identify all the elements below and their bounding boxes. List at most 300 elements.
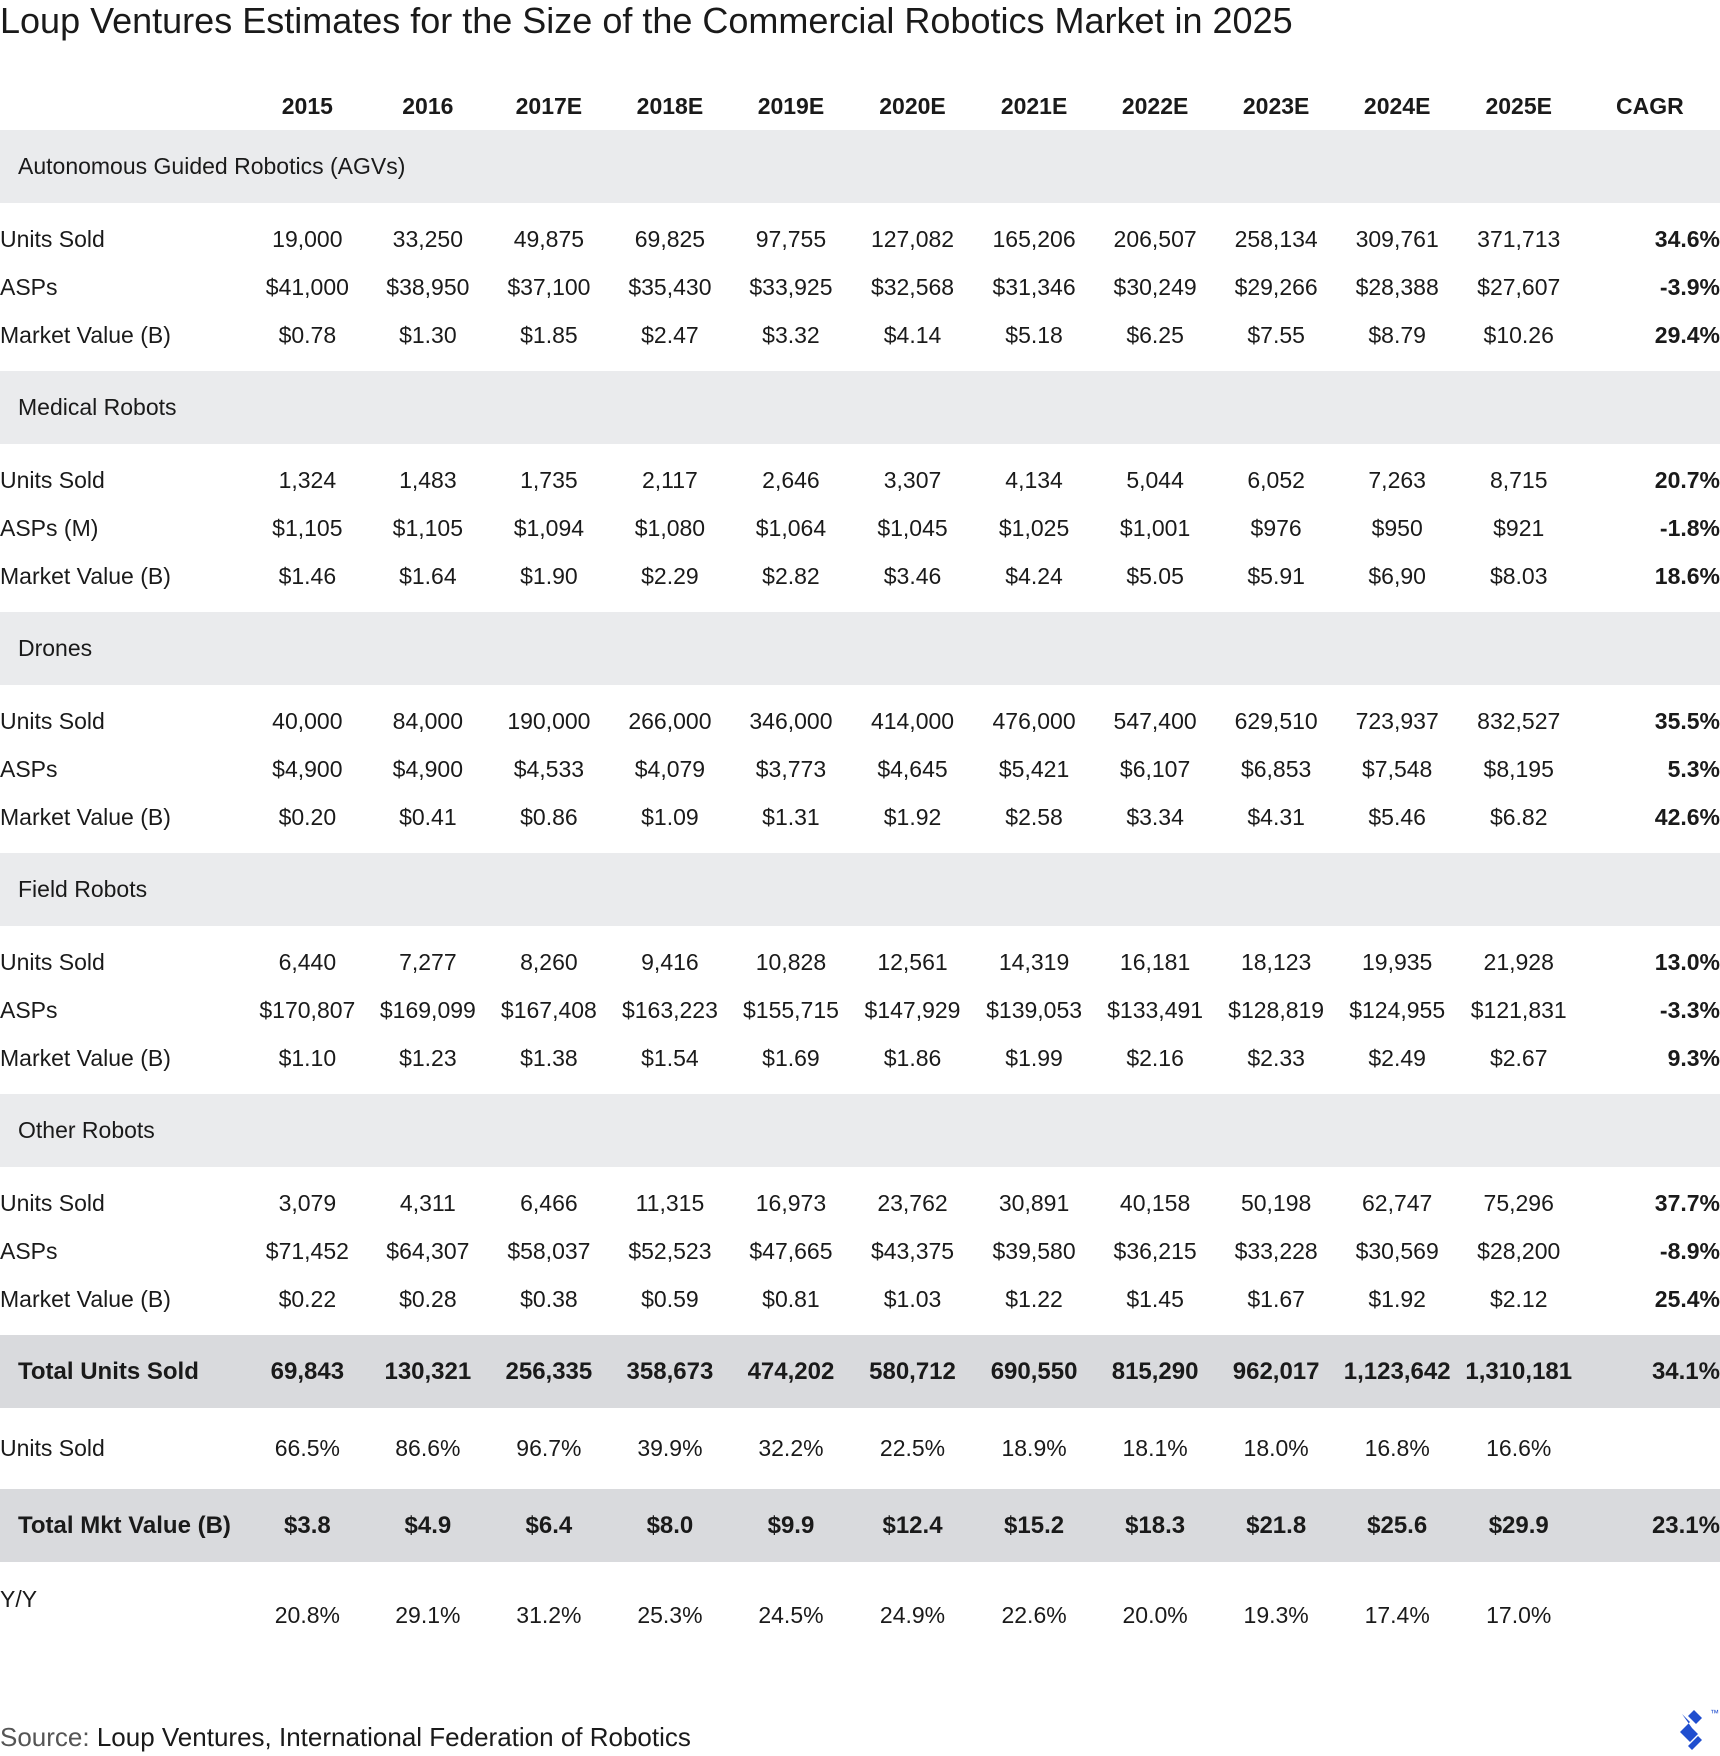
value-cell: $5,421 [998, 755, 1070, 782]
value-cell: $10.26 [1483, 321, 1554, 348]
value-cell: 16,973 [755, 1189, 827, 1216]
value-cell: 17.0% [1486, 1602, 1552, 1628]
value-cell: 266,000 [628, 707, 712, 734]
cagr-cell: -1.8% [1659, 514, 1720, 541]
value-cell: $1.90 [520, 562, 578, 589]
value-cell: 371,713 [1477, 225, 1561, 252]
cagr-cell: 35.5% [1654, 707, 1720, 734]
value-cell: $29.9 [1458, 1489, 1580, 1562]
value-cell: $39,580 [992, 1237, 1076, 1264]
value-cell: 24.9% [879, 1602, 946, 1628]
value-cell: $2.12 [1489, 1285, 1548, 1312]
value-cell: $128,819 [1228, 996, 1325, 1023]
value-cell: $32,568 [870, 273, 955, 300]
value-cell: $0.22 [278, 1285, 337, 1312]
value-cell: $47,665 [749, 1237, 833, 1264]
value-cell: $167,408 [500, 996, 597, 1023]
column-header: 2019E [757, 92, 825, 119]
value-cell: $4.24 [1005, 562, 1063, 589]
value-cell: 20.8% [274, 1602, 340, 1628]
value-cell: $0.28 [399, 1285, 457, 1312]
value-cell: $4,900 [392, 755, 464, 782]
value-cell: $1.64 [399, 562, 457, 589]
value-cell: $1.45 [1126, 1285, 1184, 1312]
value-cell: 4,134 [1005, 466, 1063, 493]
value-cell: $155,715 [742, 996, 839, 1023]
column-header: 2021E [1000, 92, 1068, 119]
table-row [0, 1489, 1720, 1562]
value-cell: 629,510 [1234, 707, 1318, 734]
value-cell: $4,900 [272, 755, 343, 782]
value-cell: $2.16 [1126, 1044, 1184, 1071]
value-cell: 3,079 [278, 1189, 337, 1216]
row-label: Units Sold [0, 707, 105, 734]
value-cell: $8,195 [1483, 755, 1554, 782]
value-cell: 832,527 [1477, 707, 1561, 734]
value-cell: $0.20 [278, 803, 337, 830]
value-cell: 12,561 [877, 948, 948, 975]
value-cell: $64,307 [386, 1237, 470, 1264]
row-label: ASPs [0, 996, 58, 1023]
column-header: 2016 [402, 92, 454, 119]
value-cell: $1,001 [1119, 514, 1191, 541]
value-cell: 309,761 [1355, 225, 1439, 252]
value-cell: $2.33 [1247, 1044, 1305, 1071]
table-row [0, 1034, 1720, 1082]
source-note [0, 1722, 691, 1753]
value-cell: $3.8 [247, 1489, 367, 1562]
value-cell: $1.31 [762, 803, 820, 830]
value-cell: 580,712 [851, 1335, 973, 1408]
value-cell: 5,044 [1126, 466, 1184, 493]
value-cell: $6.25 [1126, 321, 1184, 348]
value-cell: 2,646 [762, 466, 820, 493]
value-cell: 7,277 [399, 948, 457, 975]
value-cell: $4.9 [367, 1489, 488, 1562]
table-row [0, 215, 1720, 263]
table-row [0, 1408, 1720, 1489]
header-label-cell [0, 82, 247, 130]
table-row [0, 311, 1720, 359]
cagr-cell: -3.3% [1659, 996, 1720, 1023]
value-cell: $169,099 [379, 996, 476, 1023]
source-key: Source: [0, 1722, 90, 1752]
value-cell: 40,158 [1119, 1189, 1191, 1216]
cagr-cell: 18.6% [1654, 562, 1720, 589]
value-cell: 127,082 [870, 225, 955, 252]
value-cell: $37,100 [507, 273, 591, 300]
value-cell: $12.4 [851, 1489, 973, 1562]
table-row [0, 263, 1720, 311]
cagr-cell: 29.4% [1654, 321, 1720, 348]
cagr-cell: -8.9% [1659, 1237, 1720, 1264]
value-cell: 6,440 [278, 948, 337, 975]
value-cell: $30,249 [1113, 273, 1197, 300]
value-cell: 96.7% [516, 1435, 582, 1461]
row-label: Total Mkt Value (B) [0, 1489, 247, 1562]
value-cell: $7,548 [1361, 755, 1433, 782]
table-row [0, 1179, 1720, 1227]
cagr-cell: 9.3% [1667, 1044, 1720, 1071]
value-cell: $0.78 [278, 321, 337, 348]
value-cell: 358,673 [609, 1335, 730, 1408]
table-row [0, 1275, 1720, 1323]
toptal-logo-icon [1668, 1706, 1720, 1756]
value-cell: 6,052 [1247, 466, 1305, 493]
value-cell: 75,296 [1483, 1189, 1554, 1216]
row-label: Market Value (B) [0, 1044, 171, 1071]
spacer-cell [0, 1323, 1720, 1335]
row-label: ASPs [0, 1237, 58, 1264]
value-cell: $2.49 [1368, 1044, 1426, 1071]
row-label: ASPs [0, 755, 58, 782]
value-cell: $1.99 [1005, 1044, 1063, 1071]
value-cell: 7,263 [1368, 466, 1426, 493]
value-cell: 2,117 [641, 466, 698, 493]
value-cell: $2.58 [1005, 803, 1063, 830]
row-label: Market Value (B) [0, 321, 171, 348]
spacer-cell [0, 685, 1720, 697]
value-cell: $8.0 [609, 1489, 730, 1562]
section-title: Autonomous Guided Robotics (AGVs) [0, 130, 1720, 203]
value-cell: $31,346 [992, 273, 1076, 300]
value-cell: $52,523 [628, 1237, 712, 1264]
market-size-table [0, 82, 1720, 1669]
value-cell: $0.38 [520, 1285, 578, 1312]
value-cell: $4.31 [1247, 803, 1305, 830]
value-cell: $1.67 [1247, 1285, 1305, 1312]
column-header: 2025E [1485, 92, 1552, 119]
value-cell: 69,843 [247, 1335, 367, 1408]
section-header-row [0, 130, 1720, 203]
value-cell: $6.4 [488, 1489, 609, 1562]
source-text: Loup Ventures, International Federation of Robotics [89, 1722, 691, 1752]
value-cell: 40,000 [272, 707, 343, 734]
value-cell: $8.79 [1368, 321, 1426, 348]
cagr-cell: 34.1% [1580, 1335, 1720, 1408]
value-cell: 20.0% [1122, 1602, 1188, 1628]
cagr-cell: 25.4% [1654, 1285, 1720, 1312]
spacer-cell [0, 926, 1720, 938]
table-row [0, 504, 1720, 552]
cagr-cell: 37.7% [1654, 1189, 1720, 1216]
value-cell: $0.86 [520, 803, 578, 830]
value-cell: 165,206 [992, 225, 1076, 252]
value-cell: $1,094 [513, 514, 585, 541]
value-cell: $38,950 [386, 273, 470, 300]
value-cell: $1.86 [883, 1044, 942, 1071]
value-cell: $5.91 [1247, 562, 1305, 589]
row-label: Market Value (B) [0, 1285, 171, 1312]
value-cell: 32.2% [758, 1435, 824, 1461]
value-cell: $6,107 [1119, 755, 1191, 782]
value-cell: 6,466 [520, 1189, 578, 1216]
value-cell: 16,181 [1119, 948, 1191, 975]
value-cell: 1,310,181 [1458, 1335, 1580, 1408]
spacer-row [0, 685, 1720, 697]
section-title: Medical Robots [0, 371, 1720, 444]
value-cell: $4,079 [634, 755, 706, 782]
section-title: Drones [0, 612, 1720, 685]
value-cell: 97,755 [755, 225, 827, 252]
value-cell: 14,319 [998, 948, 1070, 975]
spacer-cell [0, 1167, 1720, 1179]
value-cell: 49,875 [513, 225, 585, 252]
value-cell: $6.82 [1489, 803, 1548, 830]
value-cell: $1.03 [883, 1285, 942, 1312]
spacer-row [0, 600, 1720, 612]
header-row [0, 82, 1720, 130]
cagr-cell: 20.7% [1654, 466, 1720, 493]
value-cell: $18.3 [1095, 1489, 1216, 1562]
value-cell: 256,335 [488, 1335, 609, 1408]
value-cell: $1.23 [399, 1044, 457, 1071]
value-cell: $1.85 [520, 321, 578, 348]
table-row [0, 1335, 1720, 1408]
value-cell: 8,260 [520, 948, 578, 975]
cagr-cell: 34.6% [1654, 225, 1720, 252]
spacer-row [0, 203, 1720, 215]
value-cell: 18.9% [1001, 1435, 1067, 1461]
cagr-cell: 23.1% [1580, 1489, 1720, 1562]
row-label: Units Sold [0, 225, 105, 252]
cagr-cell: 13.0% [1654, 948, 1720, 975]
value-cell: 1,735 [520, 466, 578, 493]
value-cell: 84,000 [392, 707, 464, 734]
column-header: 2018E [636, 92, 704, 119]
value-cell: 21,928 [1483, 948, 1554, 975]
value-cell: $33,228 [1234, 1237, 1318, 1264]
table-row [0, 456, 1720, 504]
row-label: Market Value (B) [0, 803, 171, 830]
value-cell: $0.59 [641, 1285, 699, 1312]
spacer-cell [0, 600, 1720, 612]
value-cell: $9.9 [730, 1489, 851, 1562]
value-cell: $0.41 [399, 803, 457, 830]
value-cell: 346,000 [749, 707, 833, 734]
row-label: Market Value (B) [0, 562, 171, 589]
value-cell: $33,925 [749, 273, 833, 300]
value-cell: 17.4% [1364, 1602, 1430, 1628]
value-cell: $3.32 [762, 321, 820, 348]
value-cell: $3,773 [755, 755, 827, 782]
column-header: CAGR [1616, 92, 1684, 119]
column-header: 2020E [879, 92, 946, 119]
value-cell: $2.29 [641, 562, 699, 589]
value-cell: 86.6% [395, 1435, 461, 1461]
value-cell: 962,017 [1216, 1335, 1337, 1408]
value-cell: $1.54 [641, 1044, 699, 1071]
value-cell: 1,483 [399, 466, 457, 493]
cagr-cell: 42.6% [1654, 803, 1720, 830]
value-cell: $5.05 [1126, 562, 1184, 589]
value-cell: $950 [1371, 514, 1423, 541]
spacer-row [0, 1323, 1720, 1335]
spacer-row [0, 841, 1720, 853]
column-header: 2022E [1121, 92, 1189, 119]
value-cell: $1.46 [278, 562, 337, 589]
value-cell: 130,321 [367, 1335, 488, 1408]
value-cell: $1.09 [641, 803, 699, 830]
value-cell: 547,400 [1113, 707, 1197, 734]
row-label: ASPs [0, 273, 58, 300]
empty-cagr-cell [1580, 1408, 1720, 1489]
value-cell: $0.81 [762, 1285, 820, 1312]
spacer-row [0, 444, 1720, 456]
value-cell: $35,430 [628, 273, 712, 300]
table-row [0, 1562, 1720, 1669]
value-cell: $124,955 [1349, 996, 1446, 1023]
section-header-row [0, 853, 1720, 926]
value-cell: 30,891 [998, 1189, 1070, 1216]
value-cell: $976 [1250, 514, 1302, 541]
value-cell: 24.5% [758, 1602, 824, 1628]
value-cell: $6,853 [1240, 755, 1312, 782]
value-cell: $1.92 [883, 803, 942, 830]
table-row [0, 697, 1720, 745]
value-cell: 18.1% [1122, 1435, 1188, 1461]
column-header: 2015 [281, 92, 333, 119]
value-cell: $4,533 [513, 755, 585, 782]
page-title: Loup Ventures Estimates for the Size of the Commercial Robotics Market in 2025 [0, 0, 1293, 41]
table-row [0, 1227, 1720, 1275]
value-cell: 1,324 [278, 466, 337, 493]
value-cell: 69,825 [634, 225, 706, 252]
section-title: Field Robots [0, 853, 1720, 926]
value-cell: 9,416 [641, 948, 699, 975]
value-cell: $133,491 [1107, 996, 1204, 1023]
row-label: ASPs (M) [0, 514, 99, 541]
row-label: Units Sold [0, 1435, 105, 1461]
value-cell: 190,000 [507, 707, 591, 734]
value-cell: 1,123,642 [1337, 1335, 1458, 1408]
spacer-cell [0, 841, 1720, 853]
value-cell: $170,807 [259, 996, 356, 1023]
value-cell: $27,607 [1477, 273, 1561, 300]
value-cell: $4,645 [877, 755, 948, 782]
value-cell: 50,198 [1240, 1189, 1312, 1216]
value-cell: $1,105 [272, 514, 343, 541]
value-cell: 206,507 [1113, 225, 1197, 252]
value-cell: $1.30 [399, 321, 457, 348]
column-header: 2023E [1242, 92, 1310, 119]
value-cell: $8.03 [1489, 562, 1548, 589]
value-cell: 39.9% [637, 1435, 703, 1461]
value-cell: $1.92 [1368, 1285, 1426, 1312]
value-cell: $25.6 [1337, 1489, 1458, 1562]
spacer-row [0, 1167, 1720, 1179]
value-cell: 414,000 [870, 707, 955, 734]
value-cell: 476,000 [992, 707, 1076, 734]
column-header: 2024E [1363, 92, 1431, 119]
value-cell: $3.46 [883, 562, 942, 589]
value-cell: 31.2% [516, 1602, 582, 1628]
value-cell: $5.18 [1005, 321, 1063, 348]
spacer-row [0, 359, 1720, 371]
table-row [0, 552, 1720, 600]
column-header: 2017E [515, 92, 583, 119]
value-cell: 8,715 [1489, 466, 1548, 493]
value-cell: $7.55 [1247, 321, 1305, 348]
value-cell: $1,080 [634, 514, 706, 541]
value-cell: 29.1% [395, 1602, 461, 1628]
value-cell: $2.67 [1489, 1044, 1548, 1071]
spacer-cell [0, 203, 1720, 215]
section-header-row [0, 1094, 1720, 1167]
spacer-cell [0, 359, 1720, 371]
row-label: Units Sold [0, 948, 105, 975]
row-label: Total Units Sold [0, 1335, 247, 1408]
value-cell: 19,935 [1361, 948, 1433, 975]
value-cell: $43,375 [870, 1237, 955, 1264]
row-label: Units Sold [0, 466, 105, 493]
table-row [0, 793, 1720, 841]
value-cell: $71,452 [265, 1237, 349, 1264]
value-cell: 22.6% [1001, 1602, 1067, 1628]
value-cell: $2.47 [641, 321, 699, 348]
value-cell: $6,90 [1368, 562, 1426, 589]
value-cell: $41,000 [265, 273, 349, 300]
value-cell: $2.82 [762, 562, 820, 589]
value-cell: $58,037 [507, 1237, 591, 1264]
row-label: Units Sold [0, 1189, 105, 1216]
value-cell: $28,388 [1355, 273, 1439, 300]
value-cell: $1,105 [392, 514, 464, 541]
section-header-row [0, 612, 1720, 685]
value-cell: $3.34 [1126, 803, 1184, 830]
value-cell: 474,202 [730, 1335, 851, 1408]
row-label: Y/Y [0, 1586, 38, 1612]
value-cell: 18.0% [1243, 1435, 1309, 1461]
value-cell: 62,747 [1361, 1189, 1433, 1216]
table-row [0, 745, 1720, 793]
value-cell: 16.6% [1486, 1435, 1552, 1461]
value-cell: $121,831 [1470, 996, 1567, 1023]
spacer-cell [0, 1082, 1720, 1094]
spacer-cell [0, 444, 1720, 456]
value-cell: $921 [1493, 514, 1545, 541]
value-cell: $30,569 [1355, 1237, 1439, 1264]
spacer-row [0, 1082, 1720, 1094]
value-cell: 16.8% [1364, 1435, 1430, 1461]
section-header-row [0, 371, 1720, 444]
spacer-row [0, 926, 1720, 938]
table-row [0, 938, 1720, 986]
value-cell: 723,937 [1355, 707, 1439, 734]
value-cell: 19.3% [1243, 1602, 1309, 1628]
value-cell: $4.14 [883, 321, 942, 348]
empty-cagr-cell [1580, 1562, 1720, 1669]
value-cell: $29,266 [1234, 273, 1318, 300]
section-title: Other Robots [0, 1094, 1720, 1167]
value-cell: $36,215 [1113, 1237, 1197, 1264]
value-cell: 4,311 [399, 1189, 456, 1216]
value-cell: 18,123 [1240, 948, 1312, 975]
value-cell: $1,025 [998, 514, 1070, 541]
value-cell: $147,929 [864, 996, 961, 1023]
value-cell: 3,307 [883, 466, 942, 493]
value-cell: 66.5% [274, 1435, 340, 1461]
value-cell: $1.10 [278, 1044, 337, 1071]
value-cell: $1,045 [877, 514, 948, 541]
value-cell: 690,550 [974, 1335, 1095, 1408]
value-cell: $163,223 [621, 996, 718, 1023]
cagr-cell: -3.9% [1659, 273, 1720, 300]
value-cell: $21.8 [1216, 1489, 1337, 1562]
value-cell: 815,290 [1095, 1335, 1216, 1408]
value-cell: 19,000 [272, 225, 343, 252]
value-cell: $139,053 [986, 996, 1083, 1023]
